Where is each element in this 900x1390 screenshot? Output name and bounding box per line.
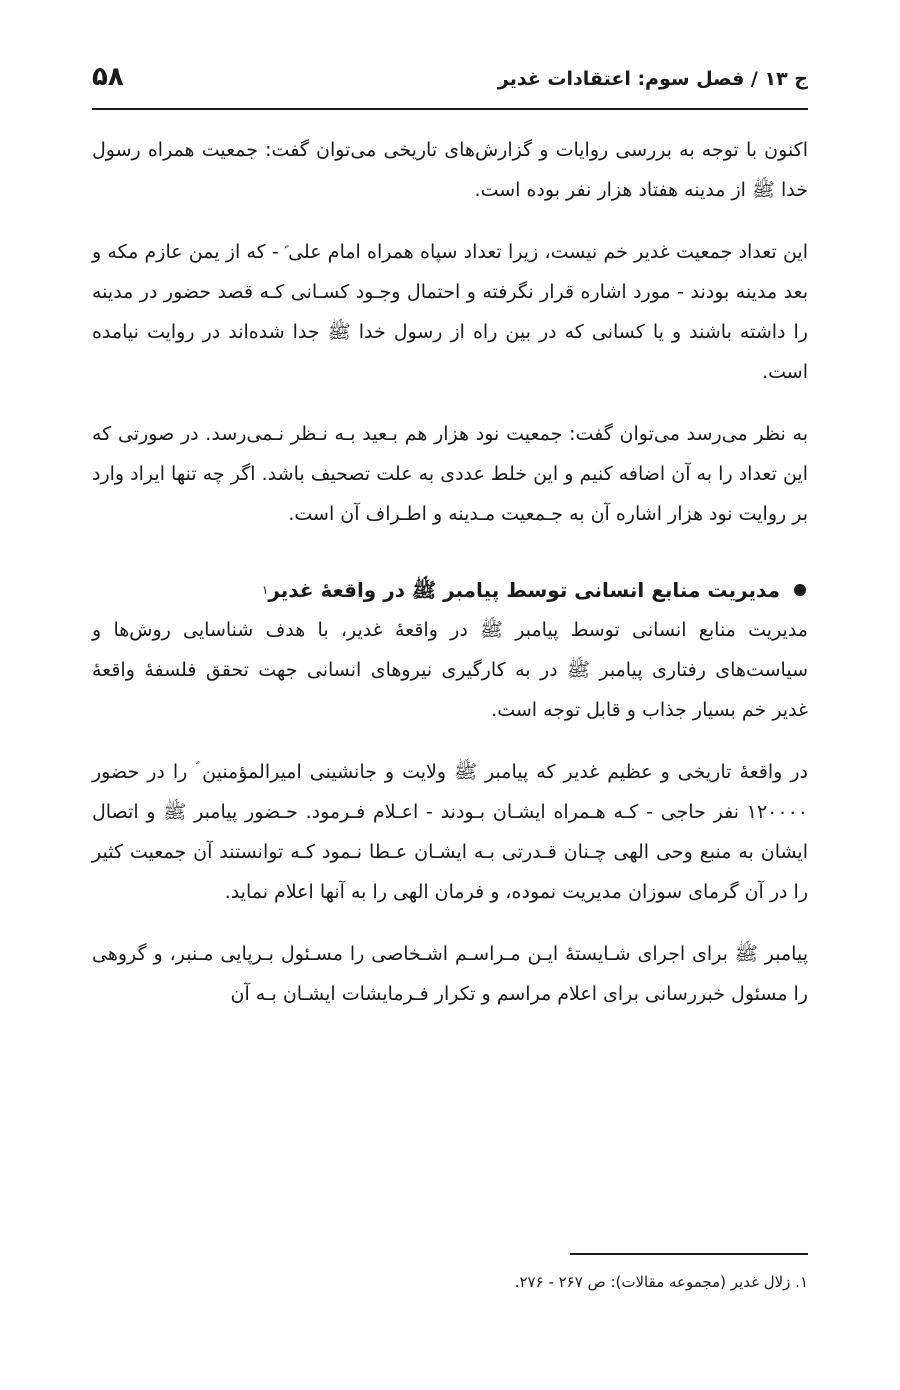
- footnote-marker: ۱: [261, 583, 269, 597]
- paragraph: به نظر می‌رسد می‌توان گفت: جمعیت نود هزار هم بـعید بـه نـظر نـمی‌رسد. در صورتی که این تعداد را به آن اضافه کنیم و این خلط عددی به علت تصحیف باشد. اگر چه تنها ایراد وارد بر روایت نود هزار اشاره آن به جـمعیت مـدینه و اطـراف آن است.: [92, 423, 808, 525]
- section-heading-text: مدیریت منابع انسانی توسط پیامبر ﷺ در واقعهٔ غدیر: [268, 578, 780, 602]
- bullet-icon: [794, 584, 806, 596]
- page-body: [92, 130, 808, 1014]
- running-title: ج ۱۳ / فصل سوم: اعتقادات غدیر: [497, 68, 808, 90]
- paragraph: پیامبر ﷺ برای اجرای شـایستهٔ ایـن مـراسـم اشـخاصی را مسـئول بـرپایی مـنبر، و گروهی را مسئول خبررسانی برای اعلام مراسم و تکرار فـرمایشات ایشـان بـه آن: [92, 943, 808, 1005]
- page-number: ۵۸: [92, 62, 124, 92]
- paragraph: مدیریت منابع انسانی توسط پیامبر ﷺ در واقعهٔ غدیر، با هدف شناسایی روش‌ها و سیاست‌های رفتاری پیامبر ﷺ در به کارگیری نیروهای انسانی جهت تحقق فلسفهٔ واقعهٔ غدیر خم بسیار جذاب و قابل توجه است.: [92, 619, 808, 721]
- footnote-divider: [570, 1253, 808, 1255]
- paragraph: در واقعهٔ تاریخی و عظیم غدیر که پیامبر ﷺ ولایت و جانشینی امیرالمؤمنین ؑ را در حضور ۱۲۰۰۰۰ نفر حاجی - کـه هـمراه ایشـان بـودند - اعـلام فـرمود. حـضور پیامبر ﷺ و اتصال ایشان به منبع وحی الهی چـنان قـدرتی بـه ایشـان عـطا نـمود کـه توانستند آن جمعیت کثیر را در آن گرمای سوزان مدیریت نموده، و فرمان الهی را به آنها اعلام نماید.: [92, 761, 808, 903]
- footnote: ۱. زلال غدیر (مجموعه مقالات): ص ۲۶۷ - ۲۷۶.: [514, 1273, 808, 1291]
- book-page: [92, 62, 808, 1036]
- page-header: [92, 62, 808, 110]
- section-heading: [92, 570, 808, 610]
- paragraph: اکنون با توجه به بررسی روایات و گزارش‌های تاریخی می‌توان گفت: جمعیت همراه رسول خدا ﷺ از مدینه هفتاد هزار نفر بوده است.: [92, 139, 808, 201]
- paragraph: این تعداد جمعیت غدیر خم نیست، زیرا تعداد سپاه همراه امام علی ؑ - که از یمن عازم مکه و بعد مدینه بودند - مورد اشاره قرار نگرفته و احتمال وجـود کسـانی کـه قصد حضور در مدینه را داشته باشند و یا کسانی که در بین راه از رسول خدا ﷺ جدا شده‌اند در روایت نیامده است.: [92, 241, 808, 383]
